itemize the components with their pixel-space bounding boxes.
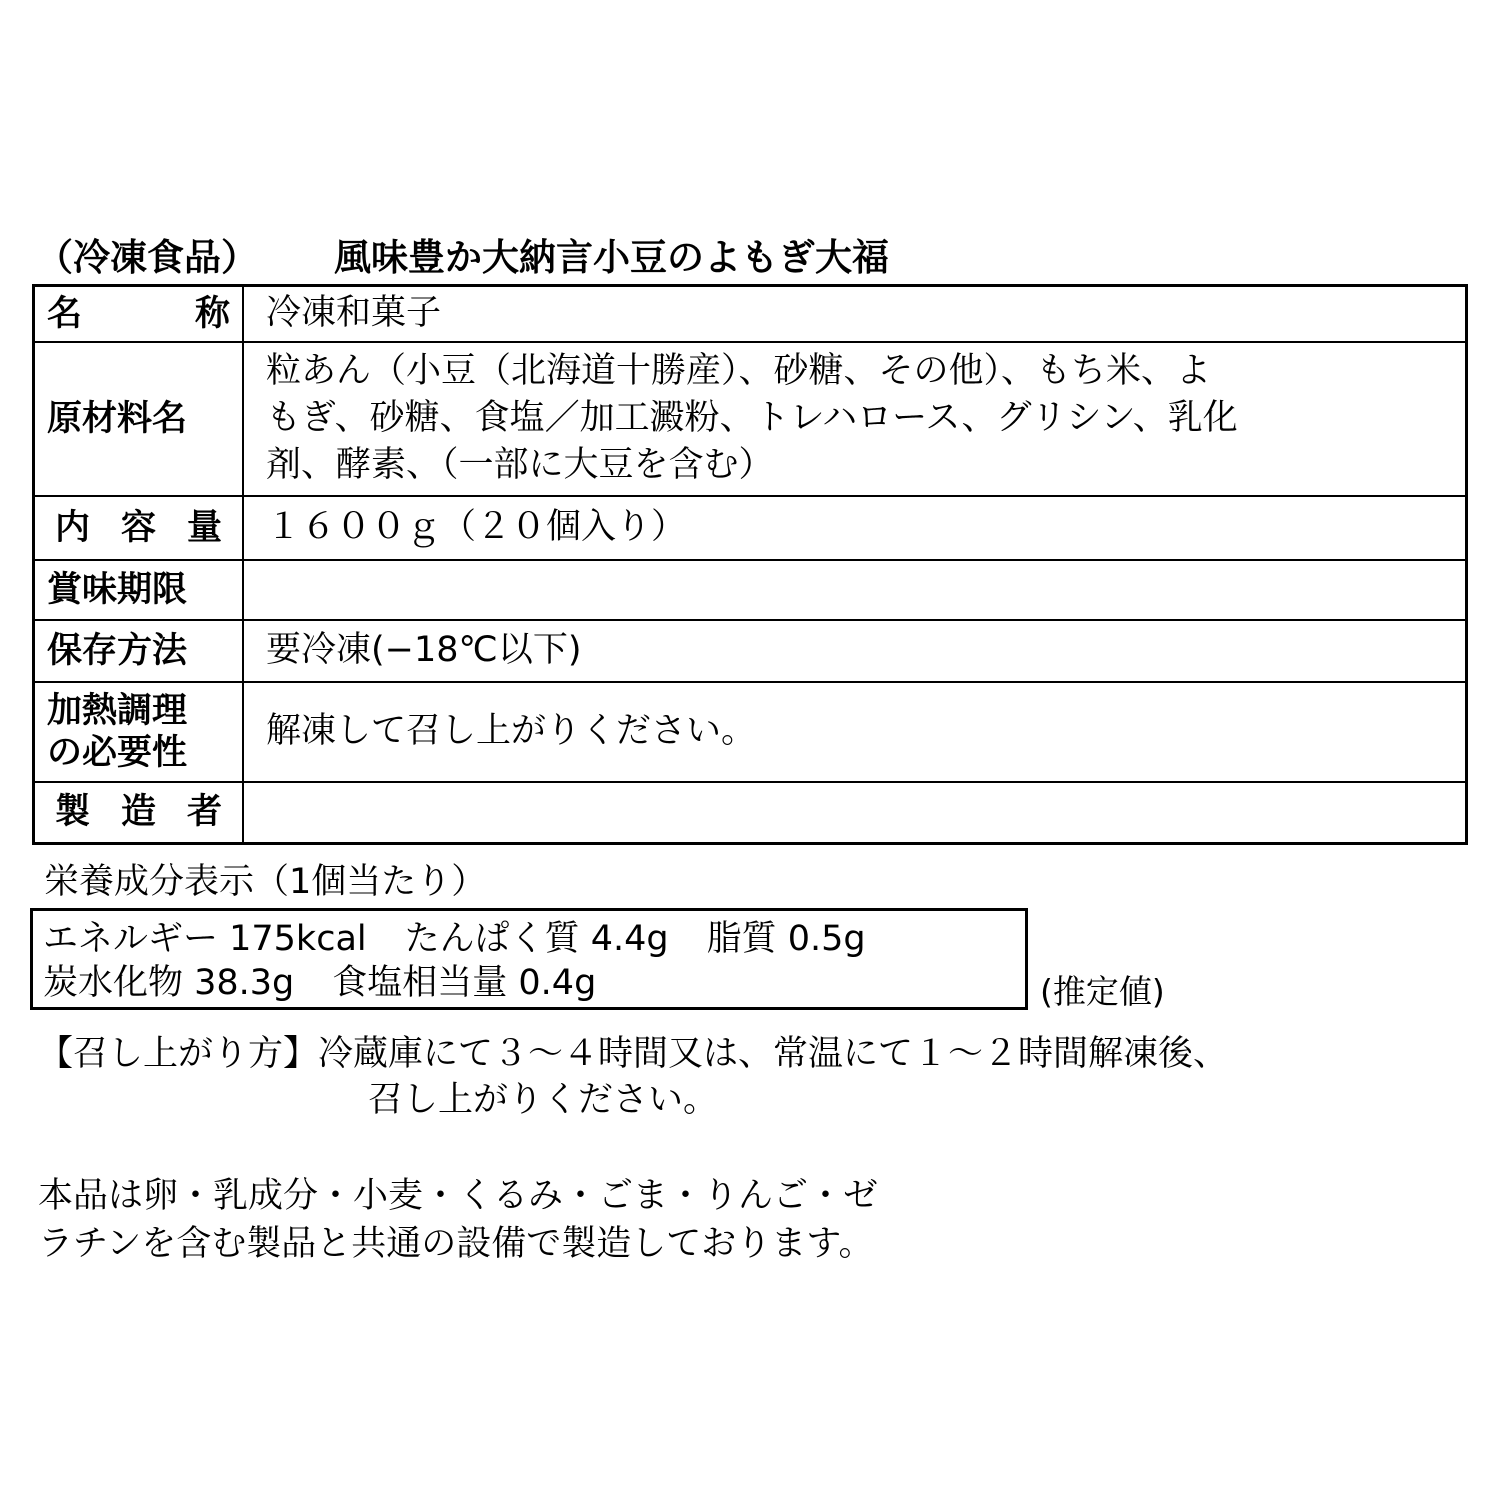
row-content [34, 496, 1467, 560]
nutrition-salt: 食塩相当量 0.4g [332, 963, 597, 1003]
row-best-before [34, 560, 1467, 620]
value-ingredients [243, 342, 1467, 496]
value-name: 冷凍和菓子 [243, 286, 1467, 342]
ingredients-line: 粒あん（小豆（北海道十勝産）、砂糖、その他）、もち米、よ [266, 351, 1212, 391]
serving-label: 【召し上がり方】 [38, 1034, 319, 1074]
nutrition-box [30, 908, 1028, 1010]
label-heating: 加熱調理 の必要性 [34, 682, 244, 782]
nutrition-fat: 脂質 0.5g [706, 919, 866, 959]
nutrition-estimate-note: (推定値) [1040, 972, 1165, 1011]
nutrition-line [43, 961, 1015, 1005]
value-storage: 要冷凍(−18℃以下) [243, 620, 1467, 682]
nutrition-line [43, 917, 1015, 961]
label-manufacturer: 製 造 者 [34, 782, 244, 844]
ingredients-line: 剤、酵素、（一部に大豆を含む） [266, 445, 774, 485]
row-heating [34, 682, 1467, 782]
product-title [36, 234, 1456, 282]
value-manufacturer [243, 782, 1467, 844]
nutrition-energy: エネルギー 175kcal [43, 919, 367, 959]
ingredients-line: もぎ、砂糖、食塩／加工澱粉、トレハロース、グリシン、乳化 [266, 398, 1238, 438]
allergen-notice [38, 1172, 1068, 1268]
row-storage [34, 620, 1467, 682]
row-manufacturer [34, 782, 1467, 844]
allergen-line: ラチンを含む製品と共通の設備で製造しております。 [38, 1224, 874, 1264]
value-heating: 解凍して召し上がりください。 [243, 682, 1467, 782]
value-best-before [243, 560, 1467, 620]
nutrition-protein: たんぱく質 4.4g [404, 919, 669, 959]
nutrition-heading: 栄養成分表示（1個当たり） [44, 862, 487, 902]
product-name: 風味豊か大納言小豆のよもぎ大福 [334, 236, 889, 279]
product-info-table [32, 284, 1468, 845]
label-name: 名 称 [34, 286, 244, 342]
product-category: （冷凍食品） [36, 236, 258, 279]
nutrition-carbs: 炭水化物 38.3g [43, 963, 295, 1003]
label-ingredients: 原材料名 [34, 342, 244, 496]
value-content: １６００ｇ（２０個入り） [243, 496, 1467, 560]
serving-text: 冷蔵庫にて３～４時間又は、常温にて１～２時間解凍後、 [318, 1034, 1229, 1074]
label-storage: 保存方法 [34, 620, 244, 682]
label-best-before: 賞味期限 [34, 560, 244, 620]
serving-method [38, 1032, 1228, 1076]
row-ingredients [34, 342, 1467, 496]
row-name [34, 286, 1467, 342]
label-content: 内 容 量 [34, 496, 244, 560]
allergen-line: 本品は卵・乳成分・小麦・くるみ・ごま・りんご・ゼ [38, 1176, 879, 1216]
serving-text-continued: 召し上がりください。 [368, 1080, 719, 1120]
